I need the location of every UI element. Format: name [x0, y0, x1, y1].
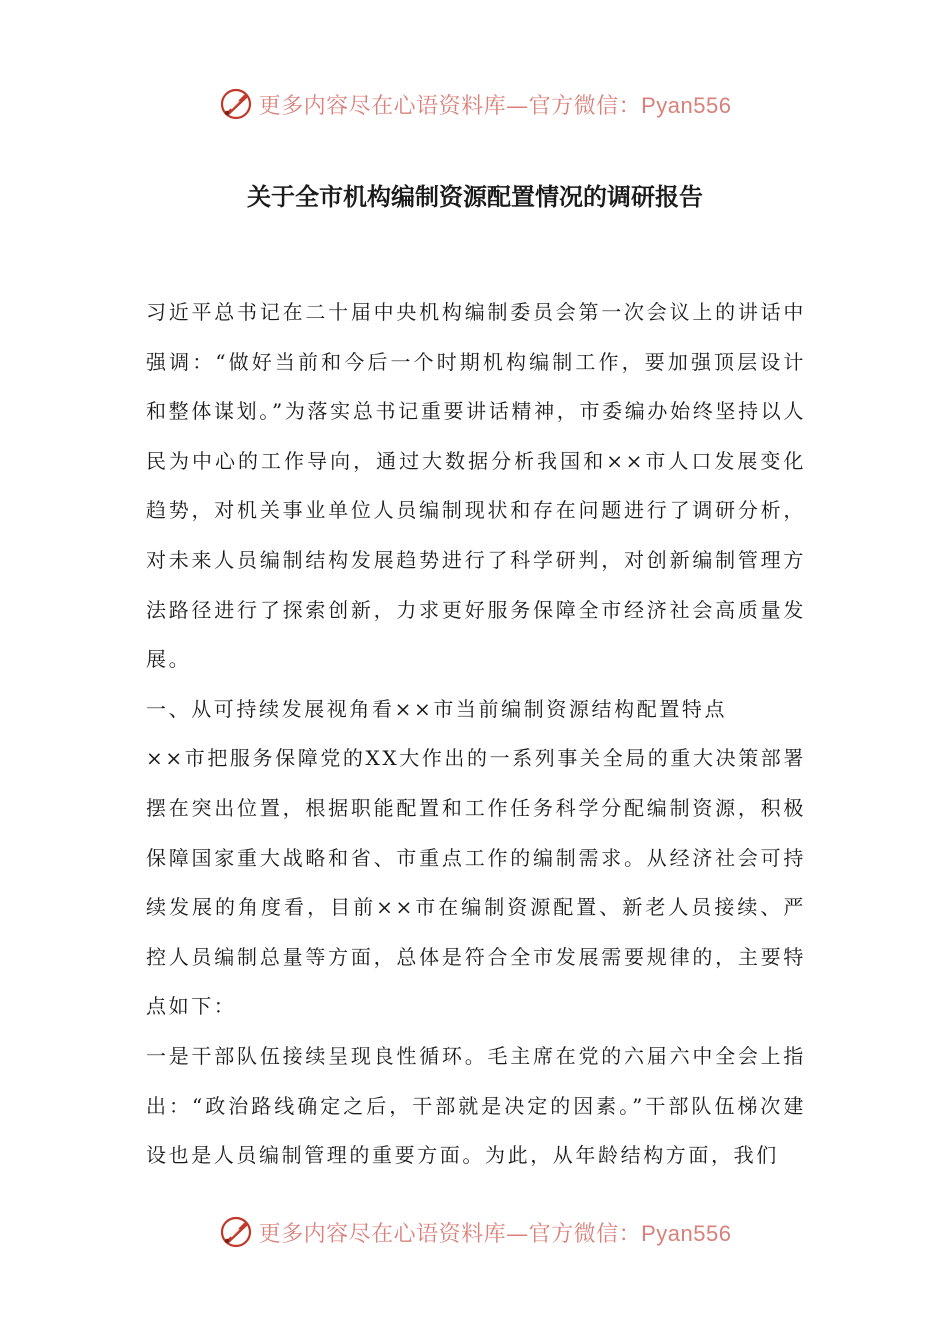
watermark-wechat-id: Pyan556	[641, 92, 732, 118]
section-heading-1: 一、从可持续发展视角看××市当前编制资源结构配置特点	[146, 696, 728, 721]
footer-watermark	[0, 1212, 950, 1252]
quill-logo-icon	[219, 87, 253, 121]
watermark-text: 更多内容尽在心语资料库—官方微信：Pyan556	[258, 92, 732, 119]
paragraph-point-1: 一是干部队伍接续呈现良性循环。毛主席在党的六届六中全会上指出：“政治路线确定之后，干部就是决定的因素。”干部队伍梯次建设也是人员编制管理的重要方面。为此，从年龄结构方面，我们	[146, 1043, 806, 1168]
document-body	[146, 288, 806, 1181]
paragraph-intro: 习近平总书记在二十届中央机构编制委员会第一次会议上的讲话中强调：“做好当前和今后一个时期机构编制工作，要加强顶层设计和整体谋划。”为落实总书记重要讲话精神，市委编办始终坚持以人民为中心的工作导向，通过大数据分析我国和××市人口发展变化趋势，对机关事业单位人员编制现状和存在问题进行了调研分析，对未来人员编制结构发展趋势进行了科学研判，对创新编制管理方法路径进行了探索创新，力求更好服务保障全市经济社会高质量发展。	[146, 300, 806, 672]
header-watermark	[0, 84, 950, 124]
document-title: 关于全市机构编制资源配置情况的调研报告	[247, 183, 703, 211]
paragraph-section-1: ××市把服务保障党的XX大作出的一系列事关全局的重大决策部署摆在突出位置，根据职能配置和工作任务科学分配编制资源，积极保障国家重大战略和省、市重点工作的编制需求。从经济社会可持续发展的角度看，目前××市在编制资源配置、新老人员接续、严控人员编制总量等方面，总体是符合全市发展需要规律的，主要特点如下：	[146, 746, 806, 1019]
quill-logo-icon	[219, 1215, 253, 1249]
watermark-text: 更多内容尽在心语资料库—官方微信：Pyan556	[258, 1220, 732, 1247]
watermark-wechat-id: Pyan556	[641, 1220, 732, 1246]
